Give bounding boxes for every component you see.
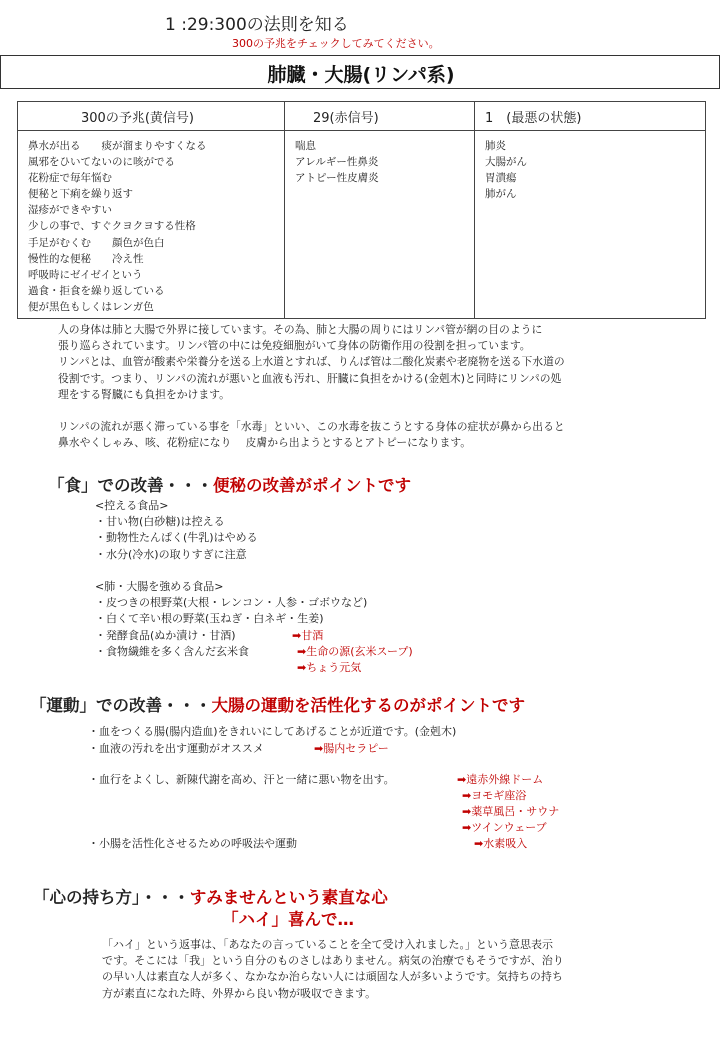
exercise-heading-point: 大腸の運動を活性化するのがポイントです [211, 696, 525, 715]
yellow-sign-item: 過食・拒食を繰り返している [28, 284, 165, 297]
explanation-line: リンパの流れが悪く滞っている事を「水毒」といい、この水毒を抜こうとする身体の症状が鼻から出ると [58, 420, 565, 434]
mind-heading [33, 884, 388, 908]
mind-line: 方が素直になれた時、外界から良い物が吸収できます。 [102, 986, 377, 1000]
table-header-worst: 1 (最悪の状態) [475, 102, 706, 131]
page-title: 1 :29:300の法則を知る [165, 15, 349, 35]
exercise-heading-label: 「運動」での改善・・・ [30, 696, 212, 715]
food-heading [48, 472, 411, 496]
list-item: ・甘い物(白砂糖)は控える [95, 515, 225, 529]
table-header-row [18, 102, 706, 131]
mind-line: です。そこには「我」という自分のものさしはありません。病気の治療でもそうですが、治り [102, 954, 564, 968]
table-header-yellow: 300の予兆(黄信号) [18, 102, 285, 131]
mind-heading-label: 「心の持ち方」・・・ [33, 888, 190, 907]
yellow-sign-item: 呼吸時にゼイゼイという [28, 268, 143, 281]
explanation-spacer [58, 403, 565, 419]
food-note: ➡甘酒 [292, 629, 324, 642]
explanation-line: 人の身体は肺と大腸で外界に接しています。その為、肺と大腸の周りにはリンパ管が網の目のように [58, 323, 543, 336]
worst-state-item: 肺がん [485, 188, 517, 201]
yellow-signs-cell [18, 131, 285, 319]
list-item: ・白くて辛い根の野菜(玉ねぎ・白ネギ・生姜) [95, 612, 324, 626]
yellow-sign-item: 湿疹ができやすい [28, 204, 112, 217]
exercise-note: ➡水素吸入 [474, 837, 528, 850]
exercise-item: ・小腸を活性化させるための呼吸法や運動 [88, 837, 297, 850]
yellow-sign-item: 慢性的な便秘 冷え性 [28, 252, 144, 265]
avoid-foods-title: <控える食品> [95, 499, 169, 512]
section-banner [0, 55, 720, 89]
explanation-line: 鼻水やくしゃみ、咳、花粉症になり 皮膚から出ようとするとアトピーになります。 [58, 436, 472, 450]
signs-table [17, 101, 706, 319]
worst-state-item: 大腸がん [485, 156, 527, 169]
list-spacer [95, 563, 367, 579]
table-header-red: 29(赤信号) [285, 102, 475, 131]
food-heading-label: 「食」での改善・・・ [48, 476, 213, 495]
exercise-item: ・血液の汚れを出す運動がオススメ [88, 742, 264, 755]
yellow-sign-item: 風邪をひいてないのに咳がでる [28, 156, 175, 169]
worst-state-item: 肺炎 [485, 140, 506, 152]
explanation-line: リンパとは、血管が酸素や栄養分を送る上水道とすれば、りんぱ管は二酸化炭素や老廃物を送る下水道の [58, 355, 565, 369]
food-heading-point: 便秘の改善がポイントです [213, 476, 411, 495]
explanation-paragraph [58, 322, 565, 452]
exercise-item: ・血をつくる腸(腸内造血)をきれいにしてあげることが近道です。(金剋木) [88, 725, 457, 738]
red-sign-item: 喘息 [295, 140, 316, 152]
red-sign-item: アトピー性皮膚炎 [295, 172, 379, 185]
red-signs-cell [285, 131, 475, 319]
list-item: ・発酵食品(ぬか漬け・甘酒) [95, 628, 236, 642]
food-note: ➡ちょう元気 [297, 661, 362, 674]
mind-heading-hai: 「ハイ」喜んで… [222, 910, 354, 929]
strengthen-foods-title: <肺・大腸を強める食品> [95, 580, 224, 593]
table-row [18, 131, 706, 319]
exercise-note: ➡薬草風呂・サウナ [462, 805, 560, 818]
page-subtitle: 300の予兆をチェックしてみてください。 [232, 37, 440, 50]
worst-state-cell [475, 131, 706, 319]
explanation-line: 役割です。つまり、リンパの流れが悪いと血液も汚れ、肝臓に負担をかける(金剋木)と同時にリンパの処 [58, 371, 562, 385]
yellow-sign-item: 少しの事で、すぐクヨクヨする性格 [28, 220, 196, 233]
mind-paragraph [102, 937, 564, 1002]
red-sign-item: アレルギー性鼻炎 [295, 156, 379, 169]
worst-state-item: 胃潰瘍 [485, 172, 517, 185]
exercise-note: ➡腸内セラピー [314, 742, 389, 755]
list-item: ・皮つきの根野菜(大根・レンコン・人参・ゴボウなど) [95, 596, 368, 610]
yellow-sign-item: 手足がむくむ 顔色が色白 [28, 236, 165, 249]
list-item: ・水分(冷水)の取りすぎに注意 [95, 547, 247, 561]
yellow-sign-item: 花粉症で毎年悩む [28, 172, 112, 185]
mind-line: の早い人は素直な人が多く、なかなか治らない人には頑固な人が多いようです。気持ちの持ち [102, 970, 563, 984]
exercise-heading [30, 692, 525, 716]
banner-label: 肺臓・大腸(リンパ系) [267, 64, 455, 86]
food-list [95, 498, 367, 660]
mind-line: 「ハイ」という返事は、「あなたの言っていることを全て受け入れました。」という意思表示 [102, 938, 553, 951]
yellow-sign-item: 便が黒色もしくはレンガ色 [28, 300, 154, 313]
list-item: ・食物繊維を多く含んだ玄米食 [95, 644, 249, 658]
exercise-note: ➡遠赤外線ドーム [457, 773, 544, 786]
yellow-sign-item: 便秘と下痢を繰り返す [28, 188, 133, 201]
explanation-line: 張り巡らされています。リンパ管の中には免疫細胞がいて身体の防衛作用の役割を担っています。 [58, 339, 531, 353]
list-item: ・動物性たんぱく(牛乳)はやめる [95, 531, 258, 545]
food-note: ➡生命の源(玄米スープ) [297, 645, 413, 658]
explanation-line: 理をする腎臓にも負担をかけます。 [58, 387, 230, 401]
exercise-item: ・血行をよくし、新陳代謝を高め、汗と一緒に悪い物を出す。 [88, 773, 395, 786]
yellow-sign-item: 鼻水が出る 痰が溜まりやすくなる [28, 140, 207, 152]
exercise-note: ➡ヨモギ座浴 [462, 789, 527, 802]
mind-heading-point: すみませんという素直な心 [189, 888, 388, 907]
exercise-note: ➡ツインウェーブ [462, 821, 547, 834]
